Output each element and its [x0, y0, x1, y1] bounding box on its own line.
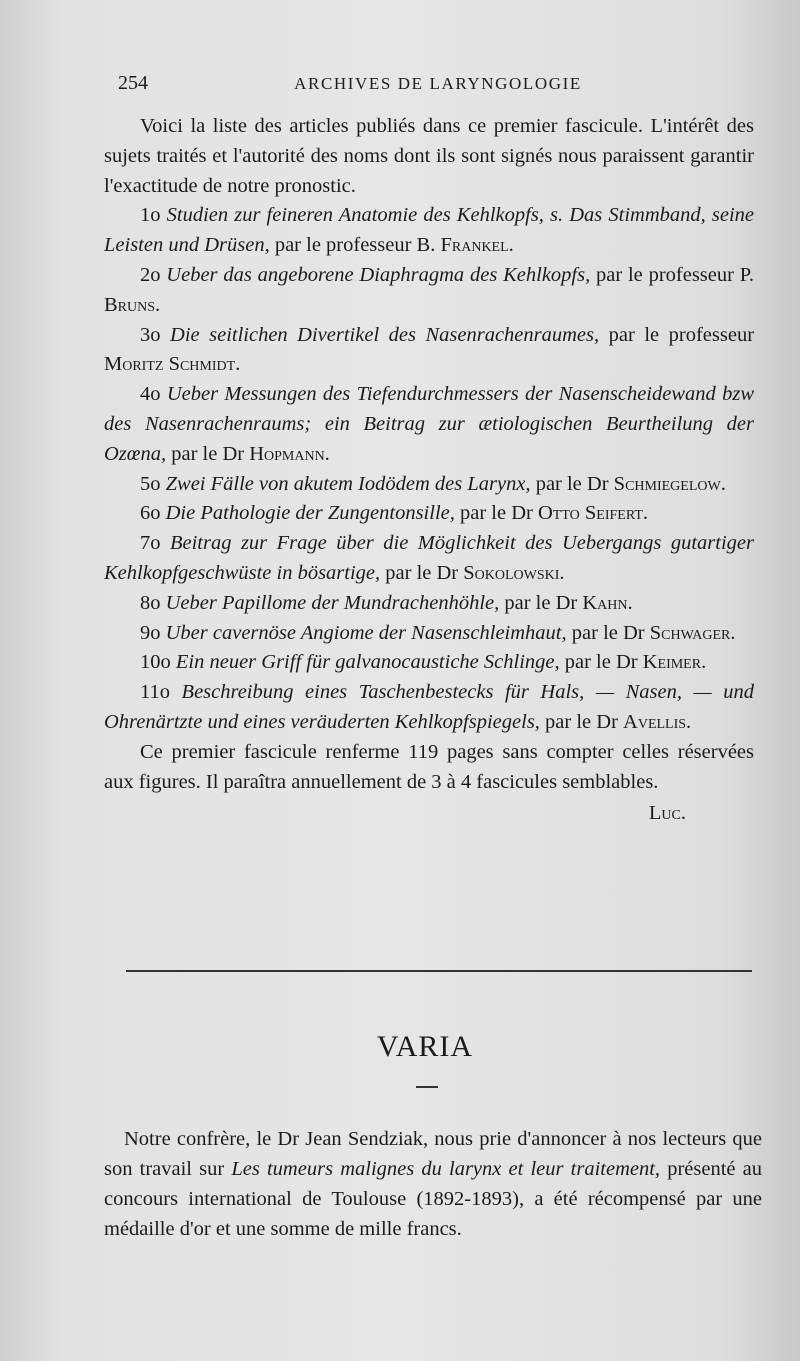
section-title: VARIA [376, 1030, 474, 1063]
signature: Luc. [648, 802, 686, 825]
page-number: 254 [118, 72, 148, 94]
article-number: 2o [140, 263, 161, 286]
article-author: Moritz Schmidt. [104, 353, 241, 376]
article-number: 5o [140, 472, 161, 495]
article-number: 11o [140, 681, 170, 704]
closing-paragraph: Ce premier fascicule renferme 119 pages sans compter celles réservées aux figures. Il paraîtra annuellement de 3 à 4 fascicules semblables. [104, 740, 754, 793]
article-byline: par le Dr [171, 442, 245, 465]
article-author: Otto Seifert. [537, 502, 649, 525]
review-body [104, 112, 754, 829]
article-list [104, 201, 754, 737]
article-byline: par le Dr [535, 472, 609, 495]
article-author: Sokolowski. [463, 561, 565, 584]
article-entry [104, 648, 754, 678]
article-entry [104, 589, 754, 619]
article-byline: par le Dr [385, 561, 459, 584]
article-title: Beitrag zur Frage über die Möglichkeit des Uebergangs gutartiger Kehlkopfgeschwüste in bösartige, [104, 532, 754, 584]
article-byline: par le Dr [564, 651, 638, 674]
article-entry [104, 261, 754, 321]
article-title: Ein neuer Griff für galvanocaustiche Schlinge, [175, 651, 560, 674]
article-author: Schwager. [649, 621, 736, 644]
article-author: Keimer. [642, 651, 707, 674]
article-byline: par le professeur [608, 323, 755, 346]
article-number: 4o [140, 383, 161, 406]
article-entry [104, 201, 754, 261]
varia-text-after: présenté au concours international de Toulouse (1892-1893), a été récompensé par une médaille d'or et une somme de mille francs. [104, 1158, 762, 1240]
article-entry [104, 678, 754, 738]
article-author: Schmiegelow. [613, 472, 726, 495]
article-author: Hopmann. [249, 442, 330, 465]
title-dash [416, 1086, 438, 1088]
article-author: Kahn. [582, 591, 633, 614]
article-title: Uber cavernöse Angiome der Nasenschleimhaut, [165, 621, 567, 644]
article-entry [104, 529, 754, 589]
article-title: Beschreibung eines Taschenbestecks für Hals, — Nasen, — und Ohrenärtzte und eines veräuderten Kehlkopfspiegels, [104, 681, 755, 733]
running-header [118, 72, 758, 100]
varia-work-title: Les tumeurs malignes du larynx et leur traitement, [231, 1158, 661, 1180]
article-title: Zwei Fälle von akutem Iodödem des Larynx, [165, 472, 531, 495]
article-entry [104, 470, 754, 500]
article-byline: par le Dr [504, 591, 578, 614]
section-divider [126, 970, 752, 972]
article-title: Die seitlichen Divertikel des Nasenrachenraumes, [170, 323, 600, 346]
article-byline: par le professeur B. [274, 234, 436, 257]
varia-text-before: Notre confrère, le Dr Jean Sendziak, nous prie d'annoncer à nos lecteurs que son travail sur [104, 1128, 762, 1180]
article-entry [104, 499, 754, 529]
article-title: Studien zur feineren Anatomie des Kehlkopfs, s. Das Stimmband, seine Leisten und Drüsen, [104, 204, 755, 257]
article-number: 6o [140, 502, 161, 525]
article-number: 3o [140, 323, 161, 346]
article-title: Die Pathologie der Zungentonsille, [165, 502, 455, 525]
article-byline: par le Dr [545, 710, 618, 733]
article-number: 10o [140, 651, 171, 674]
article-title: Ueber Papillome der Mundrachenhöhle, [165, 591, 500, 614]
article-author: Bruns. [104, 293, 161, 316]
article-byline: par le professeur P. [596, 263, 755, 286]
article-byline: par le Dr [571, 621, 645, 644]
article-number: 7o [140, 532, 161, 555]
article-number: 8o [140, 591, 161, 614]
varia-paragraph [104, 1124, 762, 1244]
article-entry [104, 321, 754, 381]
article-author: Avellis. [623, 710, 692, 733]
article-title: Ueber das angeborene Diaphragma des Kehlkopfs, [166, 263, 591, 286]
running-title: ARCHIVES DE LARYNGOLOGIE [294, 74, 582, 93]
article-number: 9o [140, 621, 161, 644]
article-entry [104, 619, 754, 649]
article-byline: par le Dr [460, 502, 533, 525]
article-author: Frankel. [440, 234, 514, 257]
article-entry [104, 380, 754, 469]
article-number: 1o [140, 204, 161, 227]
article-title: Ueber Messungen des Tiefendurchmessers der Nasenscheidewand bzw des Nasenrachenraums; ein Beitrag zur ætiologischen Beurtheilung der Ozœna, [104, 383, 755, 465]
intro-paragraph: Voici la liste des articles publiés dans ce premier fascicule. L'intérêt des sujets traités et l'autorité des noms dont ils sont signés nous paraissent garantir l'exactitude de notre pronostic. [104, 115, 754, 197]
